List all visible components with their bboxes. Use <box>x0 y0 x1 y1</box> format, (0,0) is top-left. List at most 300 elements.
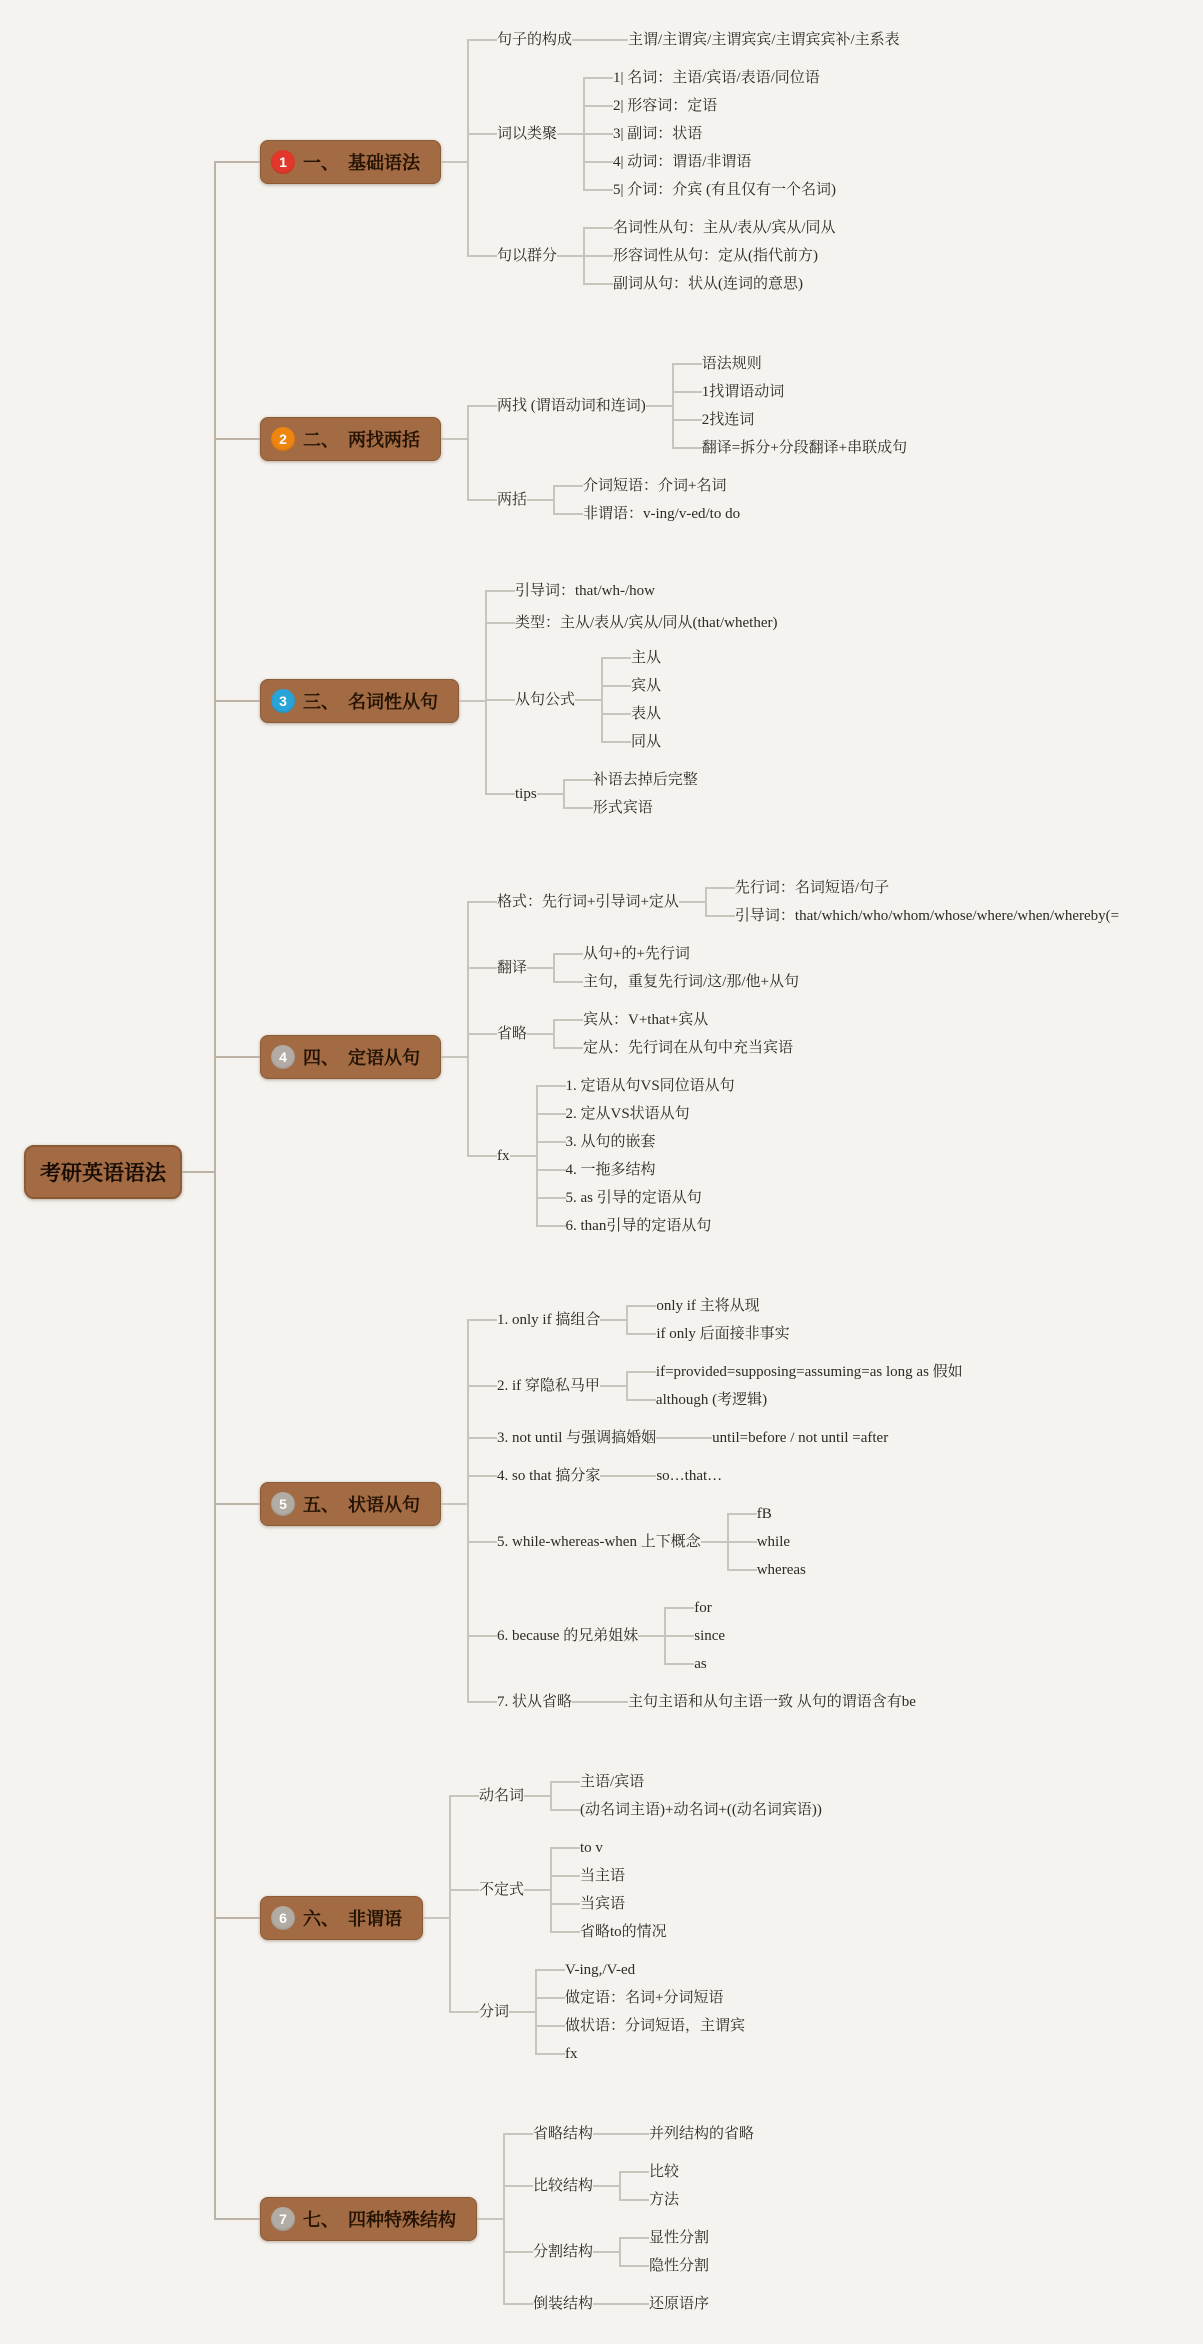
topic-label[interactable]: tips <box>515 786 537 802</box>
topic-label[interactable]: fB <box>756 1506 772 1522</box>
topic-label[interactable]: 表从 <box>631 706 662 722</box>
topic-label[interactable]: V-ing,/V-ed <box>565 1962 636 1978</box>
topic-node <box>656 1389 767 1411</box>
tree-row <box>705 902 1119 930</box>
topic-node <box>497 874 1119 930</box>
connector-line <box>527 1033 553 1035</box>
tree-row <box>583 92 836 120</box>
tree-row <box>503 2153 754 2219</box>
topic-node <box>694 1597 712 1619</box>
tree-row <box>664 1594 725 1622</box>
tree-row <box>536 1212 735 1240</box>
tree-row <box>583 64 836 92</box>
topic-label[interactable]: to v <box>580 1840 603 1856</box>
topic-node <box>260 575 777 827</box>
topic-label[interactable]: 分割结构 <box>533 2244 594 2260</box>
tree-row <box>619 2252 709 2280</box>
topic-label[interactable]: 6. than引导的定语从句 <box>565 1218 712 1234</box>
branch-topic[interactable] <box>260 140 441 184</box>
topic-node <box>757 1503 772 1525</box>
topic-label: 二、 两找两括 <box>303 430 420 450</box>
branches-group <box>214 0 1119 2344</box>
topic-node <box>497 1072 735 1240</box>
connector-line <box>441 1503 467 1505</box>
tree-row <box>467 209 900 303</box>
children-group <box>664 1594 725 1678</box>
tree-row <box>214 1742 1119 2094</box>
tree-row <box>449 1951 822 2073</box>
topic-node <box>694 1653 707 1675</box>
topic-label[interactable]: 词以类聚 <box>497 126 558 142</box>
topic-label[interactable]: 比较 <box>649 2164 680 2180</box>
topic-label[interactable]: 省略to的情况 <box>580 1924 667 1940</box>
tree-row <box>619 2290 709 2318</box>
topic-label[interactable]: while <box>756 1534 791 1550</box>
topic-label[interactable]: 并列结构的省略 <box>649 2126 755 2142</box>
topic-label[interactable]: whereas <box>756 1562 806 1578</box>
topic-label: 六、 非谓语 <box>303 1909 402 1929</box>
branch-number-badge: 2 <box>271 427 295 451</box>
tree-row <box>485 639 777 761</box>
topic-node <box>566 1103 690 1125</box>
topic-node <box>656 1465 722 1487</box>
topic-label[interactable]: 主句，重复先行词/这/那/他+从句 <box>583 974 799 990</box>
topic-node <box>613 273 803 295</box>
topic-node <box>580 1771 644 1793</box>
connector-line <box>509 2011 535 2013</box>
topic-node <box>583 1037 793 1059</box>
topic-label[interactable]: 做定语：名词+分词短语 <box>565 1990 724 2006</box>
topic-label[interactable]: 还原语序 <box>649 2296 710 2312</box>
topic-label[interactable]: 主句主语和从句主语一致 从句的谓语含有be <box>628 1694 916 1710</box>
tree-row <box>536 1156 735 1184</box>
topic-node <box>566 1131 656 1153</box>
topic-node <box>583 971 799 993</box>
children-group <box>553 940 799 996</box>
topic-label[interactable]: 1. only if 搞组合 <box>497 1312 601 1328</box>
tree-row <box>214 2094 1119 2344</box>
topic-label[interactable]: 当宾语 <box>580 1896 626 1912</box>
children-group <box>598 26 900 54</box>
connector-line <box>524 1889 550 1891</box>
children-group <box>619 2290 709 2318</box>
topic-label[interactable]: 翻译 <box>497 960 528 976</box>
tree-row <box>664 1650 725 1678</box>
topic-node <box>260 345 907 533</box>
tree-row <box>626 1292 789 1320</box>
topic-node <box>649 2227 709 2249</box>
topic-node <box>497 1292 790 1348</box>
tree-row <box>467 1353 963 1419</box>
topic-node <box>580 1865 625 1887</box>
tree-row <box>449 1829 822 1951</box>
topic-node <box>656 1361 963 1383</box>
topic-node <box>757 1559 806 1581</box>
topic-label[interactable]: 比较结构 <box>533 2178 594 2194</box>
topic-label[interactable]: 1找谓语动词 <box>701 384 785 400</box>
tree-row <box>601 700 661 728</box>
connector-line <box>524 1795 550 1797</box>
children-group <box>550 1834 667 1946</box>
tree-row <box>467 1419 963 1457</box>
topic-node <box>497 64 836 204</box>
topic-label[interactable]: only if 主将从现 <box>656 1298 760 1314</box>
children-group <box>619 2224 709 2280</box>
topic-node <box>702 353 762 375</box>
topic-label[interactable]: 4. 一拖多结构 <box>565 1162 656 1178</box>
topic-node <box>533 2120 754 2148</box>
tree-row <box>705 874 1119 902</box>
topic-node <box>735 905 1119 927</box>
topic-label[interactable]: 1. 定语从句VS同位语从句 <box>565 1078 735 1094</box>
topic-node <box>628 29 900 51</box>
topic-node <box>497 1424 888 1452</box>
topic-label[interactable]: 6. because 的兄弟姐妹 <box>497 1628 639 1644</box>
root-topic[interactable]: 考研英语语法 <box>24 1145 182 1199</box>
topic-label[interactable]: 引导词：that/which/who/whom/whose/where/when/whereby(= <box>734 908 1120 924</box>
children-group <box>583 214 836 298</box>
tree-row <box>619 2224 709 2252</box>
tree-row <box>467 21 900 59</box>
topic-label[interactable]: 两找 (谓语动词和连词) <box>497 398 646 414</box>
topic-node <box>649 2123 754 2145</box>
topic-node <box>260 21 900 303</box>
topic-label[interactable]: 主语/宾语 <box>580 1774 645 1790</box>
topic-node <box>565 2015 745 2037</box>
topic-label[interactable]: 句子的构成 <box>497 32 573 48</box>
children-group <box>553 1006 793 1062</box>
topic-node <box>580 1799 822 1821</box>
topic-label[interactable]: 做状语：分词短语，主谓宾 <box>565 2018 746 2034</box>
topic-label: 五、 状语从句 <box>303 1495 420 1515</box>
topic-label[interactable]: 当主语 <box>580 1868 626 1884</box>
children-group <box>449 1763 822 2073</box>
tree-row <box>672 406 907 434</box>
tree-row <box>503 2115 754 2153</box>
tree-row <box>619 2158 679 2186</box>
topic-label[interactable]: 2| 形容词：定语 <box>613 98 718 114</box>
tree-row <box>626 1320 789 1348</box>
topic-label[interactable]: as <box>694 1656 707 1672</box>
children-group <box>553 472 740 528</box>
tree-row <box>583 120 836 148</box>
topic-node <box>580 1893 625 1915</box>
topic-label[interactable]: 从句+的+先行词 <box>583 946 690 962</box>
topic-node <box>613 123 702 145</box>
tree-row <box>601 644 661 672</box>
children-group <box>705 874 1119 930</box>
topic-label[interactable]: for <box>694 1600 712 1616</box>
tree-row <box>535 2040 745 2068</box>
branch-topic[interactable] <box>260 1482 441 1526</box>
topic-node <box>702 437 907 459</box>
topic-node <box>566 1215 712 1237</box>
connector-line <box>600 1475 626 1477</box>
topic-label[interactable]: 先行词：名词短语/句子 <box>734 880 890 896</box>
tree-row <box>553 500 740 528</box>
topic-node <box>656 1323 789 1345</box>
branch-topic[interactable] <box>260 1896 423 1940</box>
tree-row <box>214 324 1119 554</box>
topic-label[interactable]: 1| 名词：主语/宾语/表语/同位语 <box>613 70 820 86</box>
connector-line <box>182 1171 214 1173</box>
tree-row <box>467 1287 963 1353</box>
branch-topic[interactable] <box>260 417 441 461</box>
tree-row <box>550 1890 667 1918</box>
topic-label[interactable]: 格式：先行词+引导词+定从 <box>497 894 679 910</box>
topic-node <box>533 2224 709 2280</box>
children-group <box>619 2120 754 2148</box>
topic-node <box>583 503 740 525</box>
tree-row <box>553 472 740 500</box>
tree-row <box>563 794 698 822</box>
topic-label[interactable]: 不定式 <box>479 1882 525 1898</box>
topic-label[interactable]: 2. 定从VS状语从句 <box>565 1106 690 1122</box>
branch-number-badge: 1 <box>271 150 295 174</box>
connector-line <box>593 2185 619 2187</box>
topic-node <box>260 2115 754 2323</box>
topic-label[interactable]: 翻译=拆分+分段翻译+串联成句 <box>701 440 908 456</box>
topic-label[interactable]: 定从：先行词在从句中充当宾语 <box>583 1040 794 1056</box>
topic-label[interactable]: 省略结构 <box>533 2126 594 2142</box>
tree-row <box>536 1184 735 1212</box>
tree-row <box>503 2285 754 2323</box>
tree-row <box>598 1688 916 1716</box>
tree-row <box>536 1128 735 1156</box>
topic-node <box>583 475 726 497</box>
topic-label[interactable]: 同从 <box>631 734 662 750</box>
children-group <box>626 1462 722 1490</box>
topic-label[interactable]: since <box>694 1628 726 1644</box>
tree-row <box>449 1763 822 1829</box>
topic-node <box>580 1921 667 1943</box>
topic-label[interactable]: 两括 <box>497 492 528 508</box>
topic-label[interactable]: 2. if 穿隐私马甲 <box>497 1378 600 1394</box>
connector-line <box>679 901 705 903</box>
topic-label[interactable]: 宾从：V+that+宾从 <box>583 1012 709 1028</box>
topic-label[interactable]: although (考逻辑) <box>655 1392 768 1408</box>
topic-label[interactable]: 分词 <box>479 2004 510 2020</box>
connector-line <box>575 699 601 701</box>
tree-row <box>214 848 1119 1266</box>
connector-line <box>423 1917 449 1919</box>
tree-row <box>583 176 836 204</box>
topic-label[interactable]: 隐性分割 <box>649 2258 710 2274</box>
topic-node <box>702 409 755 431</box>
topic-label: 一、 基础语法 <box>303 153 420 173</box>
tree-row <box>467 1001 1119 1067</box>
tree-row <box>467 1683 963 1721</box>
topic-node <box>479 1834 667 1946</box>
topic-node <box>631 703 661 725</box>
connector-line <box>557 133 583 135</box>
topic-node <box>497 1594 725 1678</box>
topic-node <box>593 797 653 819</box>
connector-line <box>701 1541 727 1543</box>
branch-topic[interactable] <box>260 2197 477 2241</box>
topic-node <box>583 1009 708 1031</box>
tree-row <box>550 1768 822 1796</box>
topic-label[interactable]: 从句公式 <box>515 692 576 708</box>
connector-line <box>477 2218 503 2220</box>
topic-label[interactable]: 7. 状从省略 <box>497 1694 573 1710</box>
branch-number-badge: 7 <box>271 2207 295 2231</box>
topic-node <box>613 179 836 201</box>
tree-row <box>467 1067 1119 1245</box>
topic-label[interactable]: if only 后面接非事实 <box>656 1326 790 1342</box>
topic-label[interactable]: 主从 <box>631 650 662 666</box>
branch-topic[interactable] <box>260 679 459 723</box>
tree-row <box>214 1266 1119 1742</box>
topic-label[interactable]: 3| 副词：状语 <box>613 126 703 142</box>
topic-node <box>515 644 661 756</box>
topic-label[interactable]: 动名词 <box>479 1788 525 1804</box>
topic-label[interactable]: 形式宾语 <box>592 800 653 816</box>
tree-row <box>727 1556 806 1584</box>
topic-label[interactable]: 显性分割 <box>649 2230 710 2246</box>
tree-row <box>467 345 907 467</box>
topic-label[interactable]: fx <box>497 1148 510 1164</box>
topic-label[interactable]: 5. as 引导的定语从句 <box>565 1190 702 1206</box>
topic-label[interactable]: 4. so that 搞分家 <box>497 1468 601 1484</box>
topic-label: 七、 四种特殊结构 <box>303 2210 456 2230</box>
topic-label[interactable]: 引导词：that/wh-/how <box>515 583 655 599</box>
children-group <box>583 64 836 204</box>
tree-row <box>672 378 907 406</box>
topic-node <box>497 26 900 54</box>
tree-row <box>583 148 836 176</box>
topic-node <box>735 877 889 899</box>
topic-node <box>479 1956 745 2068</box>
tree-row <box>467 869 1119 935</box>
topic-node <box>497 1358 963 1414</box>
topic-label[interactable]: 倒装结构 <box>533 2296 594 2312</box>
children-group <box>550 1768 822 1824</box>
topic-label[interactable]: 副词从句：状从(连词的意思) <box>613 276 804 292</box>
tree-row <box>626 1358 963 1386</box>
topic-node <box>515 580 655 602</box>
topic-label[interactable]: 形容词性从句：定从(指代前方) <box>613 248 819 264</box>
connector-line <box>441 161 467 163</box>
topic-node <box>497 1462 722 1490</box>
topic-label[interactable]: 3. 从句的嵌套 <box>565 1134 656 1150</box>
branch-number-badge: 3 <box>271 689 295 713</box>
topic-label[interactable]: until=before / not until =after <box>712 1430 889 1446</box>
topic-label[interactable]: 补语去掉后完整 <box>592 772 698 788</box>
children-group <box>467 869 1119 1245</box>
topic-label: 四、 定语从句 <box>303 1048 420 1068</box>
tree-row <box>550 1834 667 1862</box>
tree-row <box>467 467 907 533</box>
connector-line <box>527 967 553 969</box>
connector-line <box>537 793 563 795</box>
topic-label[interactable]: fx <box>565 2046 578 2062</box>
topic-node <box>649 2189 679 2211</box>
tree-row <box>672 434 907 462</box>
connector-line <box>441 1056 467 1058</box>
topic-label[interactable]: 句以群分 <box>497 248 558 264</box>
tree-row <box>583 214 836 242</box>
connector-line <box>593 2133 619 2135</box>
tree-row <box>601 728 661 756</box>
topic-node <box>694 1625 725 1647</box>
tree-row <box>727 1500 806 1528</box>
topic-node <box>583 943 690 965</box>
topic-node <box>613 217 836 239</box>
topic-node <box>260 1287 963 1721</box>
topic-label[interactable]: 名词性从句：主从/表从/宾从/同从 <box>613 220 836 236</box>
connector-line <box>572 39 598 41</box>
topic-label[interactable]: 介词短语：介词+名词 <box>583 478 727 494</box>
topic-node <box>533 2158 679 2214</box>
tree-row <box>563 766 698 794</box>
topic-label[interactable]: 类型：主从/表从/宾从/同从(that/whether) <box>515 615 778 631</box>
connector-line <box>656 1437 682 1439</box>
topic-node <box>593 769 698 791</box>
tree-row <box>467 1495 963 1589</box>
topic-label[interactable]: so…that… <box>656 1468 723 1484</box>
topic-label[interactable]: 3. not until 与强调搞婚姻 <box>497 1430 657 1446</box>
topic-label[interactable]: 2找连词 <box>701 412 755 428</box>
tree-row <box>485 607 777 639</box>
children-group <box>626 1358 963 1414</box>
children-group <box>563 766 698 822</box>
children-group <box>535 1956 745 2068</box>
tree-row <box>467 1457 963 1495</box>
tree-row <box>535 1956 745 1984</box>
topic-label[interactable]: 主谓/主谓宾/主谓宾宾/主谓宾宾补/主系表 <box>628 32 900 48</box>
tree-row <box>503 2219 754 2285</box>
connector-line <box>441 438 467 440</box>
topic-node <box>702 381 785 403</box>
topic-label[interactable]: 4| 动词：谓语/非谓语 <box>613 154 752 170</box>
tree-row <box>485 575 777 607</box>
children-group <box>598 1688 916 1716</box>
connector-line <box>459 700 485 702</box>
topic-label[interactable]: if=provided=supposing=assuming=as long as 假如 <box>655 1364 963 1380</box>
tree-row <box>672 350 907 378</box>
topic-node <box>497 1688 916 1716</box>
topic-node <box>565 1987 723 2009</box>
tree-row <box>214 0 1119 324</box>
topic-node <box>497 350 907 462</box>
topic-label[interactable]: 语法规则 <box>701 356 762 372</box>
tree-row <box>626 1462 722 1490</box>
topic-node <box>566 1075 735 1097</box>
topic-label[interactable]: 省略 <box>497 1026 528 1042</box>
topic-label[interactable]: 宾从 <box>631 678 662 694</box>
children-group <box>626 1292 789 1348</box>
children-group <box>503 2115 754 2323</box>
topic-node <box>628 1691 916 1713</box>
branch-topic[interactable] <box>260 1035 441 1079</box>
topic-label[interactable]: (动名词主语)+动名词+((动名词宾语)) <box>580 1802 822 1818</box>
topic-label[interactable]: 5| 介词：介宾 (有且仅有一个名词) <box>613 182 837 198</box>
topic-node <box>649 2293 709 2315</box>
topic-label: 三、 名词性从句 <box>303 692 438 712</box>
tree-row <box>619 2186 679 2214</box>
topic-node <box>260 1763 822 2073</box>
tree-row <box>467 59 900 209</box>
topic-label[interactable]: 非谓语：v-ing/v-ed/to do <box>583 506 741 522</box>
children-group <box>619 2158 679 2214</box>
topic-node <box>479 1768 822 1824</box>
tree-row <box>727 1528 806 1556</box>
topic-label[interactable]: 5. while-whereas-when 上下概念 <box>497 1534 701 1550</box>
topic-label[interactable]: 方法 <box>649 2192 680 2208</box>
connector-line <box>510 1155 536 1157</box>
topic-node <box>649 2161 679 2183</box>
